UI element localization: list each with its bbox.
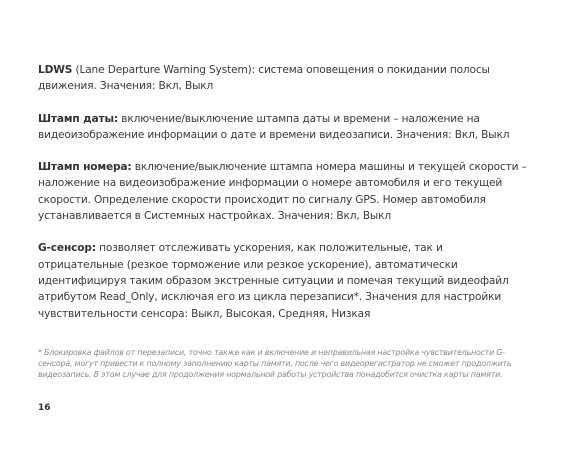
paragraph-g-sensor [38,240,527,321]
description-number-stamp: включение/выключение штампа номера машины и текущей скорости – наложение на видеоизображение информации о номере автомобиля и его текущей скорости. Определение скорости происходит по сигналу GPS. Номер автомобиля устанавливается в Системных настройках. Значения: Вкл, Выкл [38,161,527,223]
page-number: 16 [38,403,51,413]
term-g-sensor: G-сенсор: [38,242,96,255]
description-ldws: (Lane Departure Warning System): система оповещения о покидании полосы движения. Значения: Вкл, Выкл [38,64,490,93]
paragraph-date-stamp [38,111,527,144]
term-date-stamp: Штамп даты: [38,112,119,125]
description-g-sensor: позволяет отслеживать ускорения, как положительные, так и отрицательные (резкое торможение или резкое ускорение), автоматически идентифицируя таким образом экстренные ситуации и помечая текущий видеофайл атрибутом Read_Only, исключая его из цикла перезаписи*. Значения для настройки чувствительности сенсора: Выкл, Высокая, Средняя, Низкая [38,242,509,320]
term-number-stamp: Штамп номера: [38,161,132,174]
footnote: * Блокировка файлов от перезаписи, точно также как и включение и неправильная настройка чувствительности G-сенсора, могут привести к полному заполнению карты памяти, после чего видеорегистратор не сможет продолжить видеозапись. В этом случае для продолжения нормальной работы устройства понадобится очистка карты памяти. [38,347,512,379]
term-ldws: LDWS [38,64,73,76]
description-date-stamp: включение/выключение штампа даты и времени – наложение на видеоизображение информации о дате и времени видеозаписи. Значения: Вкл, Выкл [38,112,510,141]
paragraph-number-stamp [38,159,527,224]
paragraph-ldws [38,62,527,95]
